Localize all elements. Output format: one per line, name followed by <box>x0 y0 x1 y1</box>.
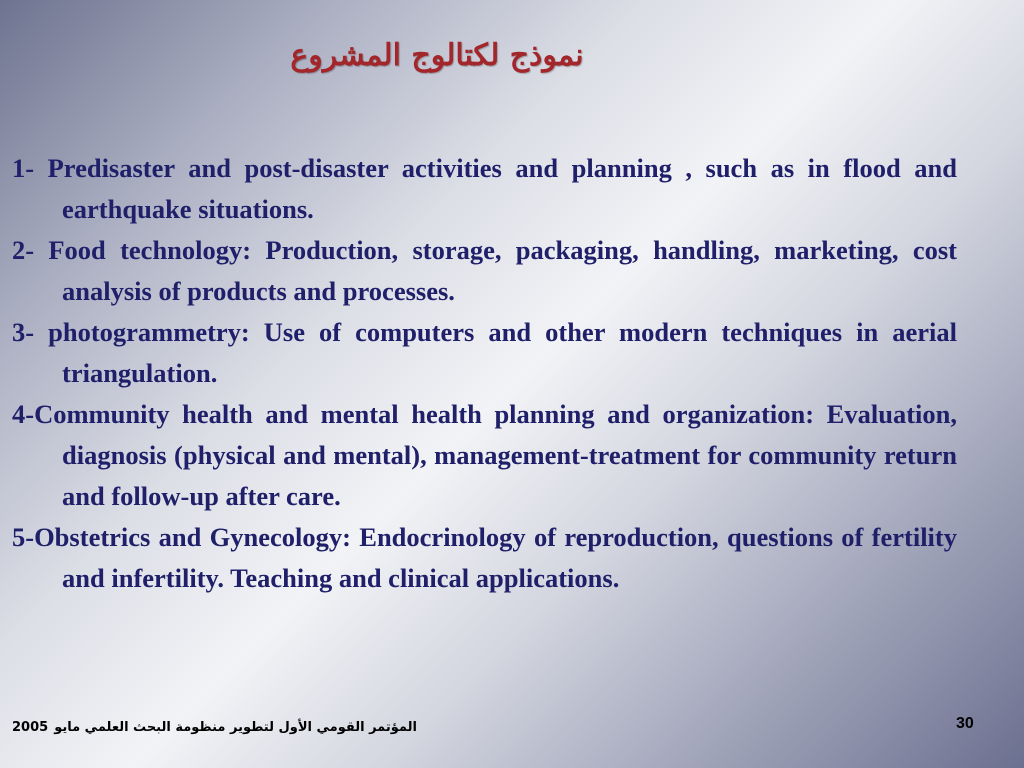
list-item: 4-Community health and mental health planning and organization: Evaluation, diagnosis (physical and mental), management-treatment for community return and follow-up after care. <box>12 399 957 511</box>
list-item: 5-Obstetrics and Gynecology: Endocrinology of reproduction, questions of fertility and infertility. Teaching and clinical applications. <box>12 522 957 593</box>
list-item: 2- Food technology: Production, storage, packaging, handling, marketing, cost analysis of products and processes. <box>12 235 957 306</box>
list-item: 3- photogrammetry: Use of computers and other modern techniques in aerial triangulation. <box>12 317 957 388</box>
page-number: 30 <box>956 715 974 732</box>
slide-title: نموذج لكتالوج المشروع <box>290 38 584 73</box>
topic-list <box>12 148 957 599</box>
footer-conference: المؤتمر القومي الأول لتطوير منظومة البحث العلمي مايو <box>54 720 417 735</box>
list-item: 1- Predisaster and post-disaster activities and planning , such as in flood and earthquake situations. <box>12 153 957 224</box>
footer-year: 2005 <box>12 720 49 735</box>
footer <box>12 720 417 735</box>
